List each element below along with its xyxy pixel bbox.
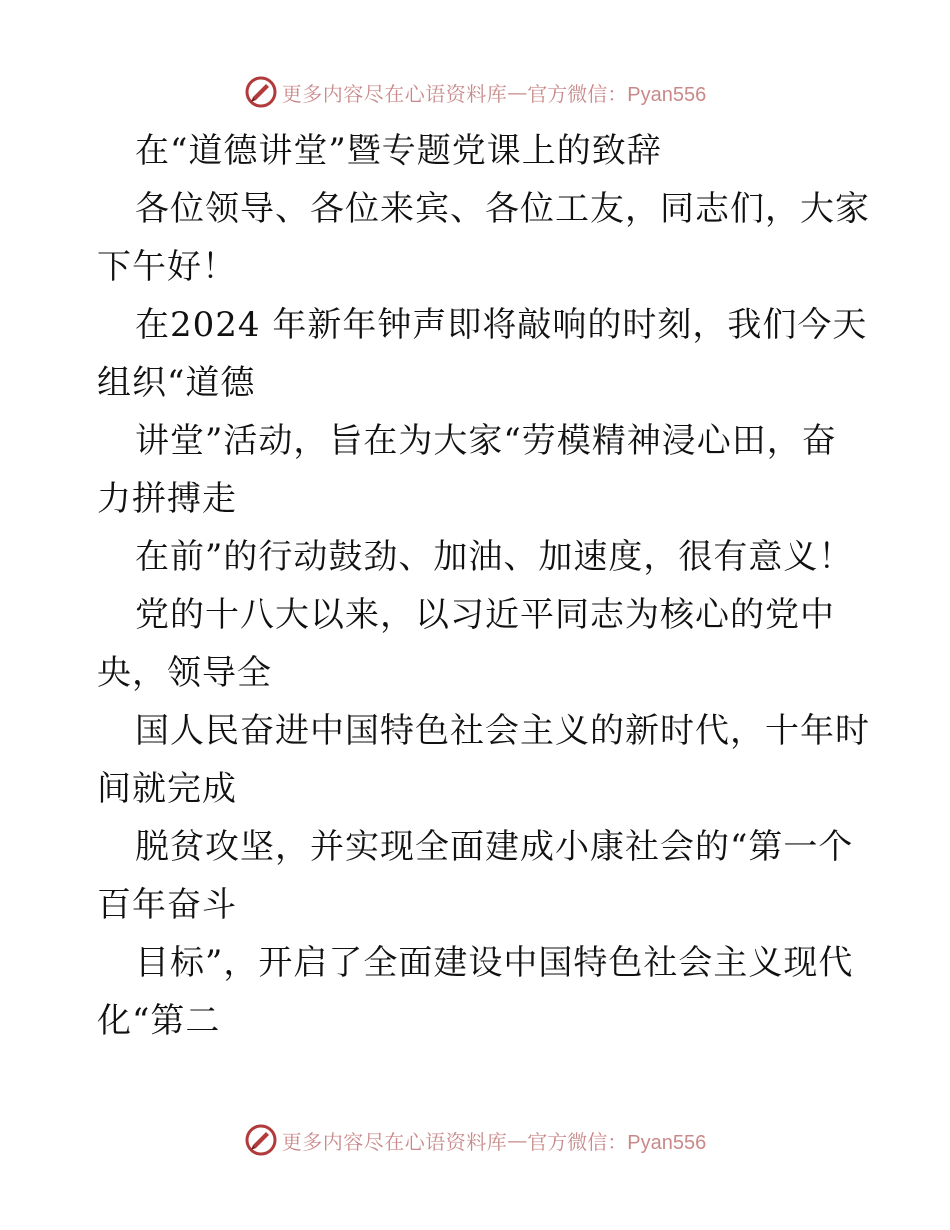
- document-title: 在“道德讲堂”暨专题党课上的致辞: [135, 131, 662, 171]
- header-banner-contact: 官方微信：Pyan556: [527, 83, 707, 106]
- footer-banner: [0, 1120, 950, 1160]
- footer-banner-contact: 官方微信：Pyan556: [527, 1131, 707, 1154]
- document-body: [97, 122, 870, 1050]
- header-banner: [0, 72, 950, 112]
- paragraph-line: 百年奋斗: [97, 885, 237, 925]
- paragraph-line: 党的十八大以来，以习近平同志为核心的党中: [135, 595, 835, 635]
- header-banner-separator: —: [507, 80, 528, 104]
- paragraph-line: 讲堂”活动，旨在为大家“劳模精神浸心田，奋: [135, 421, 837, 461]
- footer-banner-text: 更多内容尽在心语资料库: [281, 1129, 508, 1154]
- paragraph-line: 在前”的行动鼓劲、加油、加速度，很有意义！: [135, 537, 854, 577]
- logo-icon: [244, 1123, 278, 1157]
- logo-icon: [244, 75, 278, 109]
- paragraph-line: 下午好！: [97, 247, 237, 287]
- paragraph-line: 脱贫攻坚，并实现全面建成小康社会的“第一个: [135, 827, 854, 867]
- paragraph-line: 央，领导全: [97, 653, 272, 693]
- paragraph-line: 化“第二: [97, 1001, 221, 1041]
- paragraph-line: 组织“道德: [97, 363, 256, 403]
- paragraph-line: 各位领导、各位来宾、各位工友，同志们，大家: [135, 189, 870, 229]
- paragraph-line: 目标”，开启了全面建设中国特色社会主义现代: [135, 943, 854, 983]
- paragraph-line: 力拼搏走: [97, 479, 237, 519]
- header-banner-text: 更多内容尽在心语资料库: [281, 81, 508, 106]
- paragraph-line: 在2024 年新年钟声即将敲响的时刻，我们今天: [135, 305, 868, 345]
- paragraph-line: 间就完成: [97, 769, 237, 809]
- footer-banner-separator: —: [507, 1128, 528, 1152]
- paragraph-line: 国人民奋进中国特色社会主义的新时代，十年时: [135, 711, 870, 751]
